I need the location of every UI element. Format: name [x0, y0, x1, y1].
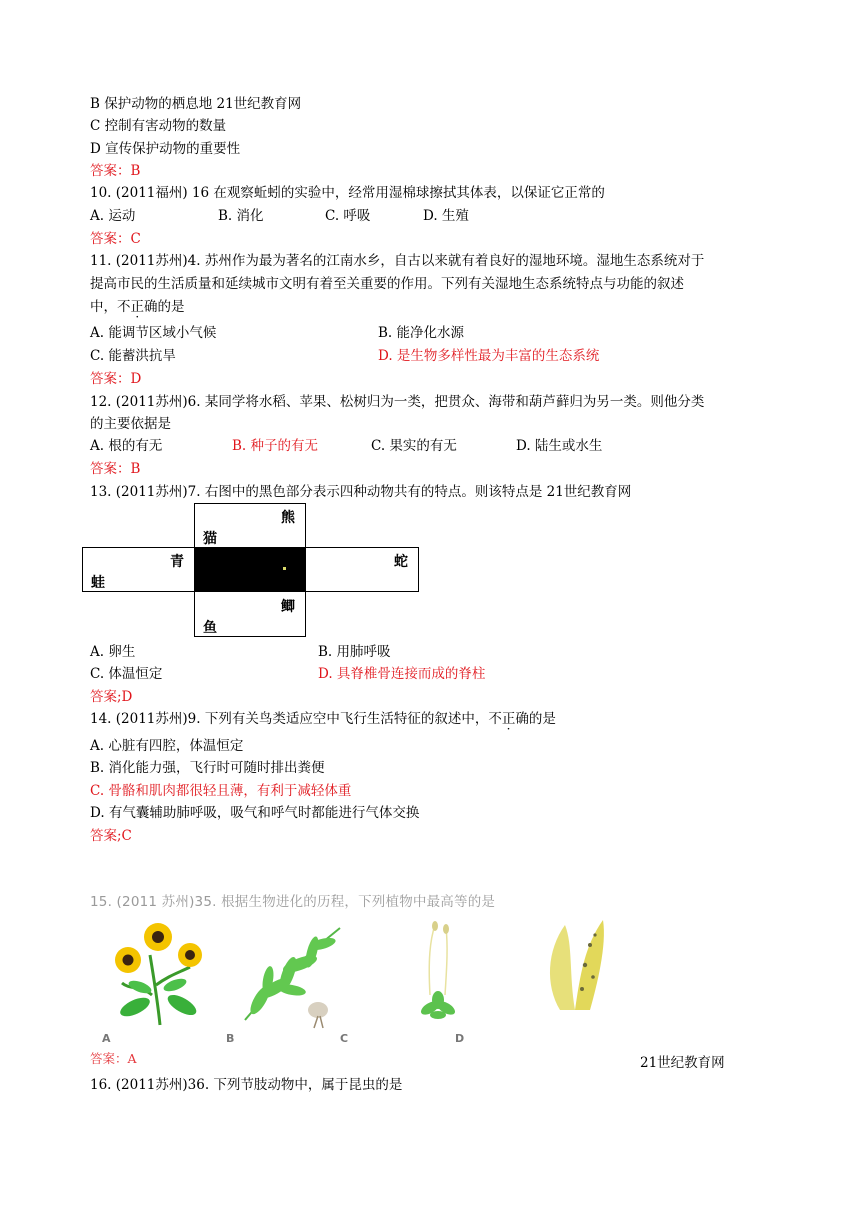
q10-option-c: C. 呼吸	[325, 208, 371, 224]
q11-option-d: D. 是生物多样性最为丰富的生态系统	[378, 348, 600, 364]
diagram-label-carp-2: 鱼	[203, 620, 217, 636]
q15-stem-image-text: 15. (2011 苏州)35. 根据生物进化的历程，下列植物中最高等的是	[90, 894, 496, 910]
diagram-label-snake: 蛇	[394, 554, 408, 570]
q12-option-c: C. 果实的有无	[371, 438, 457, 454]
q10-stem: 10. (2011福州) 16 在观察蚯蚓的实验中，经常用湿棉球擦拭其体表，以保证它正常的	[90, 185, 605, 201]
diagram-label-frog-1: 青	[170, 554, 184, 570]
q11-stem-line3	[90, 298, 185, 316]
q12-option-d: D. 陆生或水生	[516, 438, 603, 454]
q16-stem: 16. (2011苏州)36. 下列节肢动物中，属于昆虫的是	[90, 1077, 403, 1093]
diagram-box-right	[305, 547, 419, 592]
q11-option-a: A. 能调节区域小气候	[90, 325, 217, 341]
q14-emphasis: 不正确	[488, 711, 529, 727]
q9-answer: 答案：B	[90, 163, 141, 179]
diagram-label-panda-2: 猫	[203, 531, 217, 547]
sunflower-plant-image	[100, 915, 210, 1030]
q9-option-c: C 控制有害动物的数量	[90, 118, 227, 134]
q10-option-d: D. 生殖	[423, 208, 469, 224]
q11-stem-line2: 提高市民的生活质量和延续城市文明有着至关重要的作用。下列有关湿地生态系统特点与功能的叙述	[90, 276, 684, 292]
q14-option-d: D. 有气囊辅助肺呼吸，吸气和呼气时都能进行气体交换	[90, 805, 420, 821]
q15-option-label-c: C	[340, 1032, 349, 1045]
moss-plant-image	[400, 920, 480, 1030]
q14-option-a: A. 心脏有四腔，体温恒定	[90, 738, 244, 754]
q13-option-a: A. 卵生	[90, 644, 136, 660]
q11-answer: 答案：D	[90, 371, 142, 387]
q12-stem-line2: 的主要依据是	[90, 416, 171, 432]
q14-option-b: B. 消化能力强，飞行时可随时排出粪便	[90, 760, 325, 776]
q10-option-b: B. 消化	[218, 208, 264, 224]
diagram-center-dot	[283, 567, 286, 570]
q12-answer: 答案：B	[90, 461, 141, 477]
q11-stem-prefix: 中，	[90, 299, 117, 315]
q14-stem-prefix: 14. (2011苏州)9. 下列有关鸟类适应空中飞行生活特征的叙述中，	[90, 711, 489, 727]
q11-option-c: C. 能蓄洪抗旱	[90, 348, 176, 364]
seaweed-algae-image	[535, 915, 615, 1015]
q15-option-label-d: D	[455, 1032, 465, 1045]
q9-option-b: B 保护动物的栖息地 21世纪教育网	[90, 96, 302, 112]
diagram-box-left	[82, 547, 195, 592]
diagram-label-carp-1: 鲫	[281, 599, 295, 615]
q13-option-b: B. 用肺呼吸	[318, 644, 391, 660]
q13-option-d: D. 具脊椎骨连接而成的脊柱	[318, 666, 486, 682]
q11-emphasis: 不正确	[117, 299, 158, 315]
diagram-label-frog-2: 蛙	[91, 575, 105, 591]
q13-stem: 13. (2011苏州)7. 右图中的黑色部分表示四种动物共有的特点。则该特点是 21世纪教育网	[90, 484, 632, 500]
q15-option-label-b: B	[226, 1032, 235, 1045]
q12-option-b: B. 种子的有无	[232, 438, 319, 454]
q13-option-c: C. 体温恒定	[90, 666, 163, 682]
q10-answer: 答案：C	[90, 231, 141, 247]
q10-option-a: A. 运动	[90, 208, 136, 224]
diagram-box-top	[194, 503, 306, 548]
diagram-label-panda-1: 熊	[281, 510, 295, 526]
q11-stem-suffix: 的是	[157, 299, 185, 315]
diagram-box-bottom	[194, 591, 306, 637]
watermark-text: 21世纪教育网	[640, 1055, 725, 1071]
q15-option-label-a: A	[102, 1032, 111, 1045]
q14-option-c: C. 骨骼和肌肉都很轻且薄，有利于减轻体重	[90, 783, 352, 799]
q11-option-b: B. 能净化水源	[378, 325, 465, 341]
fern-plant-image	[230, 920, 350, 1030]
q15-answer: 答案：A	[90, 1051, 137, 1066]
q14-answer: 答案;C	[90, 828, 132, 844]
q12-option-a: A. 根的有无	[90, 438, 163, 454]
diagram-shared-region	[194, 547, 306, 592]
q11-stem-line1: 11. (2011苏州)4. 苏州作为最为著名的江南水乡，自古以来就有着良好的湿地环境。湿地生态系统对于	[90, 253, 705, 269]
q12-stem-line1: 12. (2011苏州)6. 某同学将水稻、苹果、松树归为一类，把贯众、海带和葫芦藓归为另一类。则他分类	[90, 394, 705, 410]
q9-option-d: D 宣传保护动物的重要性	[90, 141, 241, 157]
q14-stem-suffix: 的是	[528, 711, 556, 727]
q13-answer: 答案;D	[90, 689, 133, 705]
q14-stem	[90, 710, 556, 728]
